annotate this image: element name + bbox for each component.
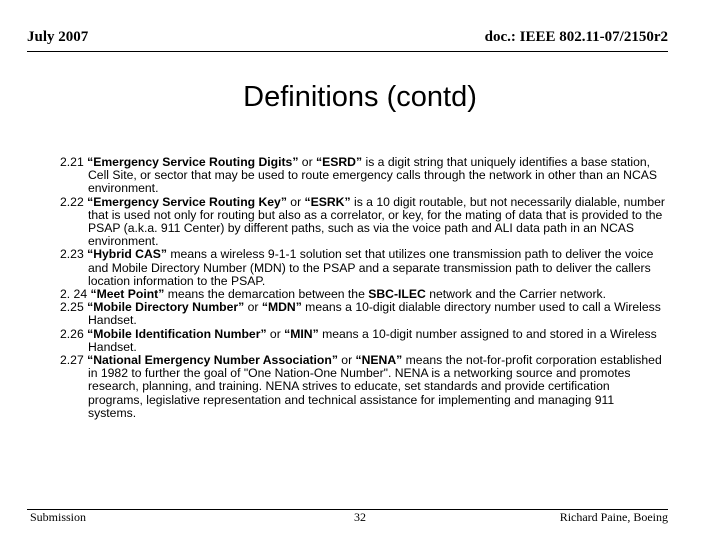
definition-item: [60, 248, 665, 288]
definition-number: 2.22: [60, 194, 88, 209]
definition-term: “Emergency Service Routing Digits”: [87, 155, 299, 169]
definition-number: 2.23: [60, 247, 88, 262]
definition-item: [60, 301, 665, 327]
definition-term: “Mobile Directory Number”: [87, 300, 245, 315]
footer-author: Richard Paine, Boeing: [559, 510, 668, 524]
definition-text: is a digit string that uniquely identifies a base station, Cell Site, or sector that may be used to route emergency calls through the network in other than an NCAS environment.: [88, 155, 658, 196]
definition-item: [60, 328, 665, 354]
header-doc-number: doc.: IEEE 802.11-07/2150r2: [484, 29, 668, 45]
definition-abbreviation: SBC-ILEC: [368, 287, 426, 302]
definition-text: network and the Carrier network.: [425, 287, 606, 302]
definition-connector: means the demarcation between the: [164, 287, 369, 302]
definition-connector: or: [244, 300, 262, 315]
definition-number: 2.25: [60, 300, 88, 315]
definition-term: “Emergency Service Routing Key”: [87, 194, 287, 209]
slide-title: Definitions (contd): [243, 81, 477, 113]
definition-number: 2.27: [60, 353, 88, 368]
definition-term: “Hybrid CAS”: [87, 247, 168, 262]
definition-abbreviation: “NENA”: [355, 353, 403, 368]
definition-number: 2. 24: [60, 287, 91, 302]
definition-abbreviation: “MDN”: [261, 300, 302, 315]
definition-connector: or: [266, 326, 285, 341]
definition-text: means a 10-digit dialable directory number used to call a Wireless Handset.: [88, 300, 661, 328]
definition-number: 2.26: [60, 326, 88, 341]
page-number: 32: [354, 510, 366, 524]
definition-abbreviation: “MIN”: [284, 326, 319, 341]
definition-term: “Mobile Identification Number”: [87, 326, 267, 341]
definitions-list: [60, 156, 665, 420]
definition-item: [60, 156, 665, 196]
definition-connector: or: [298, 155, 317, 169]
definition-number: 2.21: [60, 155, 88, 169]
definition-term: “National Emergency Number Association”: [87, 353, 338, 368]
definition-item: [60, 196, 665, 249]
definition-connector: or: [337, 353, 356, 368]
definition-text: means the not-for-profit corporation established in 1982 to further the goal of "One Nation-One Number". NENA is a networking source and promotes research, planning, and training. NENA strives to educate, set standards and provide certification programs, legislative representation and technical assistance for implementing and managing 911 systems.: [88, 353, 662, 420]
definition-text: is a 10 digit routable, but not necessarily dialable, number that is used not only for routing but also as a correlator, or key, for the mating of data that is provided to the PSAP (a.k.a. 911 Center) by different paths, such as via the voice path and ALI data path in an NCAS environment.: [88, 194, 665, 249]
definition-connector: or: [286, 194, 305, 209]
footer-submission: Submission: [30, 510, 87, 524]
definition-abbreviation: “ESRD”: [316, 155, 363, 169]
definition-term: “Meet Point”: [90, 287, 165, 302]
definition-text: means a wireless 9-1-1 solution set that utilizes one transmission path to deliver the voice and Mobile Directory Number (MDN) to the PSAP and a separate transmission path to deliver the callers location information to the PSAP.: [88, 247, 654, 288]
definition-text: means a 10-digit number assigned to and stored in a Wireless Handset.: [88, 326, 657, 354]
definition-item: [60, 354, 665, 420]
header-date: July 2007: [27, 29, 89, 45]
header-rule: [27, 51, 668, 52]
definition-abbreviation: “ESRK”: [304, 194, 351, 209]
